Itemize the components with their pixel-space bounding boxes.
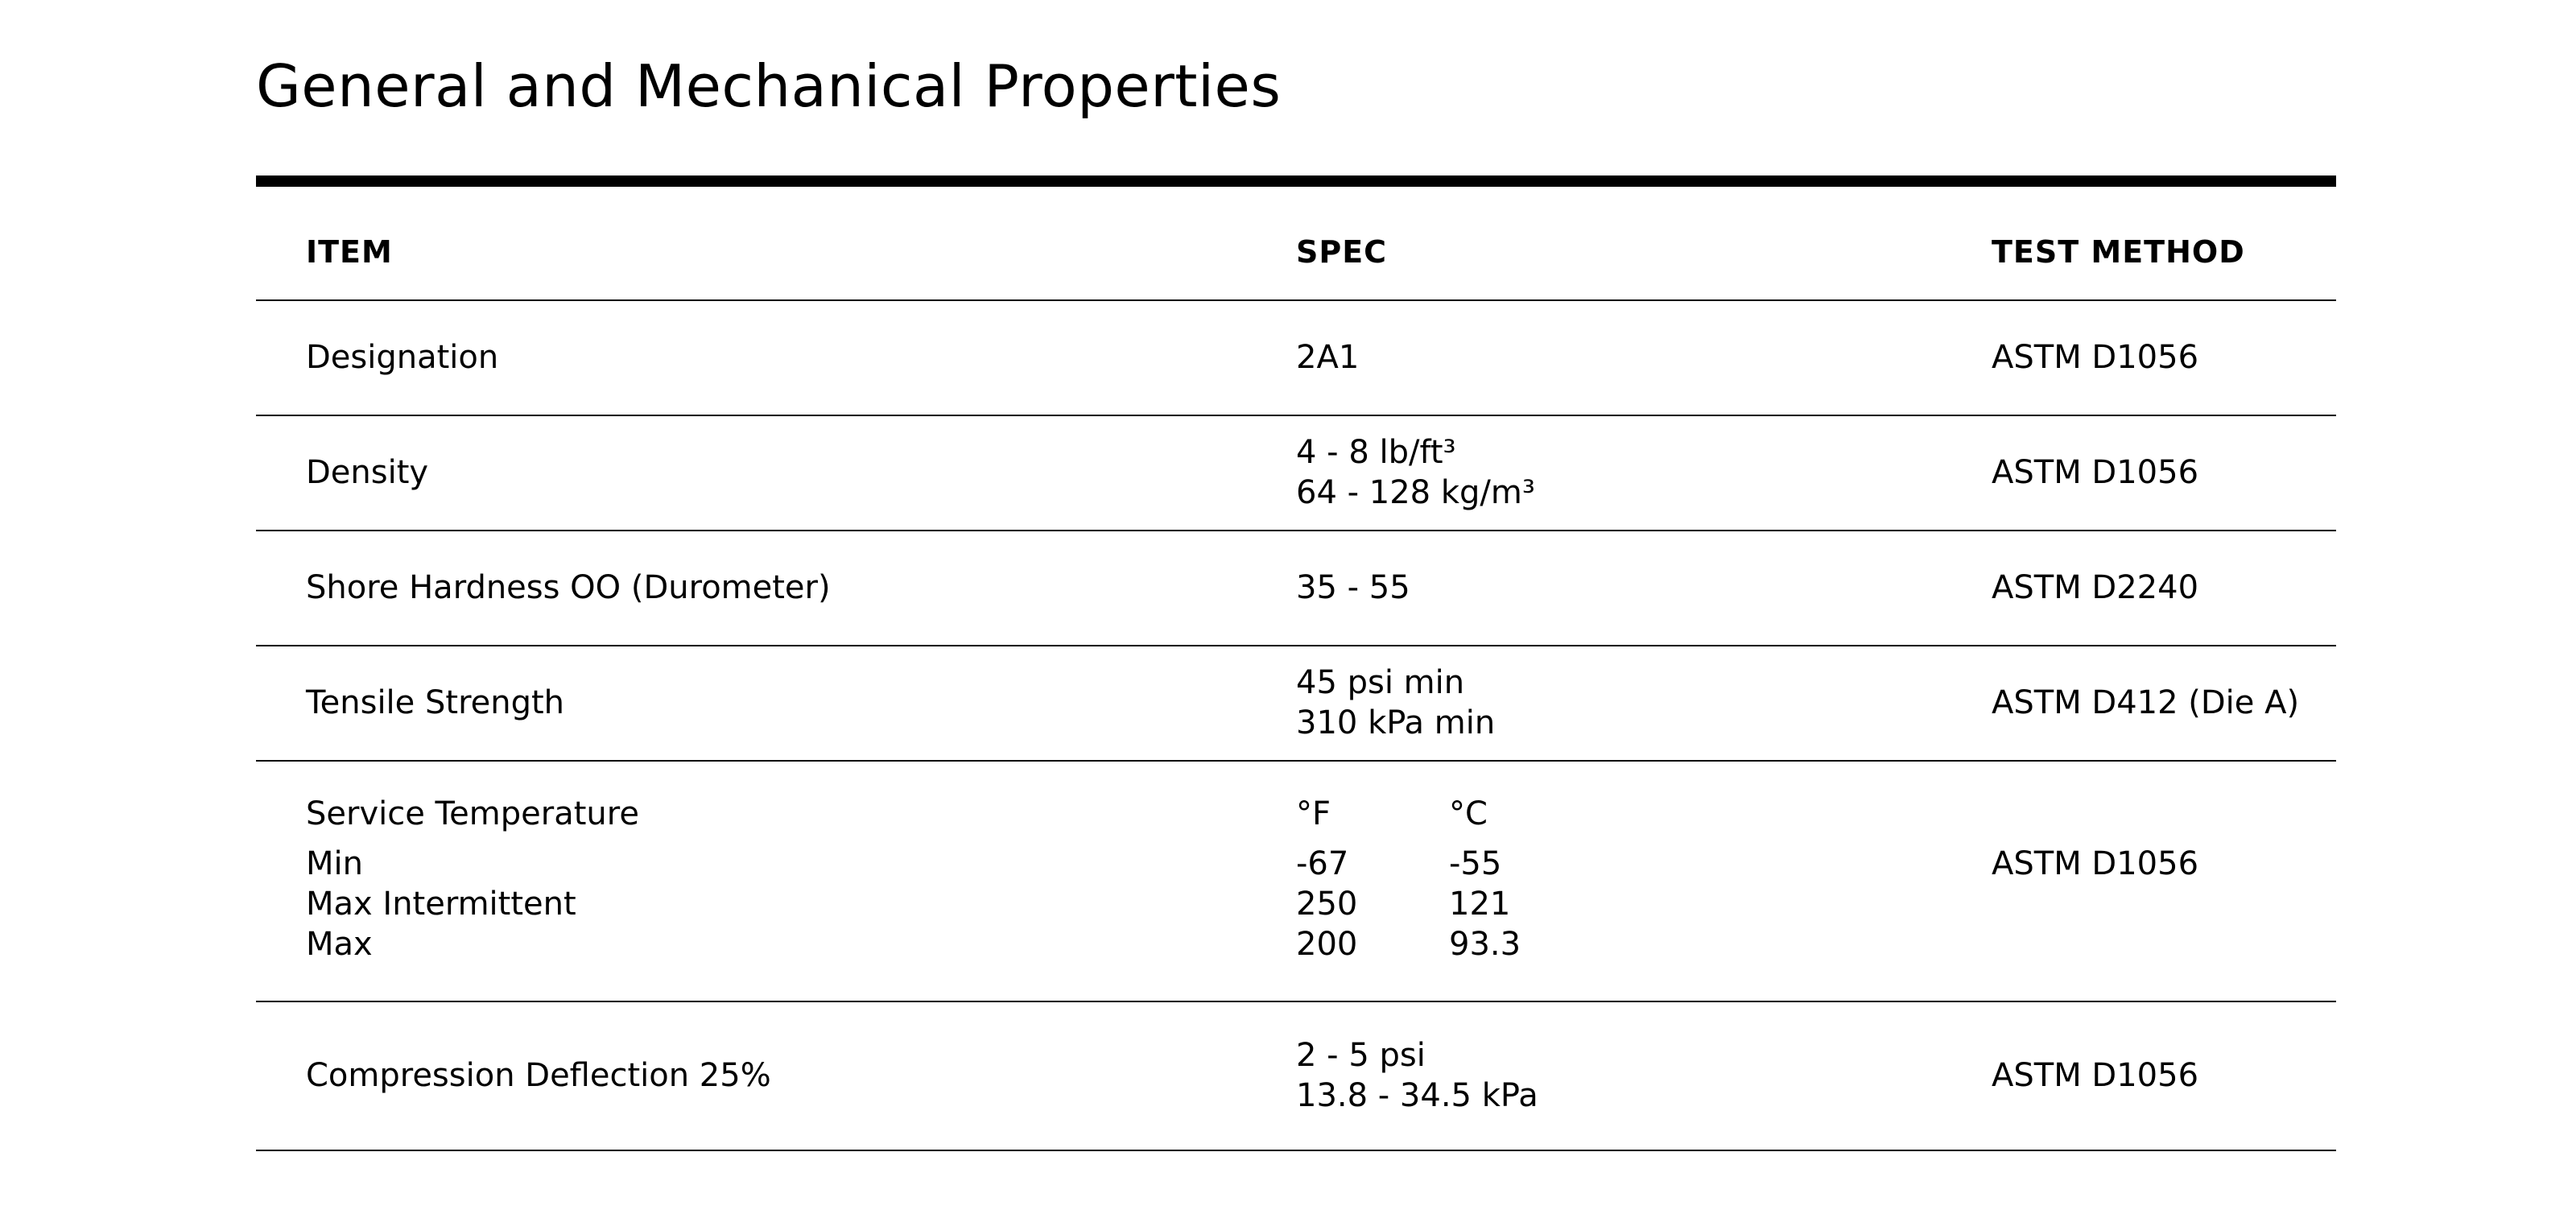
item-cell — [306, 794, 639, 964]
temp-max-intermittent-f: 250 — [1296, 886, 1358, 923]
test-method-cell: ASTM D1056 — [1992, 845, 2199, 882]
item-cell: Compression Deflection 25% — [306, 1057, 771, 1094]
temp-label-min: Min — [306, 845, 363, 882]
temp-label-max-intermittent: Max Intermittent — [306, 886, 576, 923]
table-row-density — [256, 416, 2336, 531]
spec-line-metric: 310 kPa min — [1296, 704, 1496, 741]
item-cell: Designation — [306, 339, 499, 376]
page-title: General and Mechanical Properties — [256, 52, 1282, 120]
table-row-shore-hardness — [256, 531, 2336, 646]
table-row-compression-deflection — [256, 1002, 2336, 1151]
table-row-designation — [256, 301, 2336, 416]
properties-table — [256, 175, 2336, 1151]
spec-line-imperial: 45 psi min — [1296, 664, 1465, 701]
test-method-cell: ASTM D1056 — [1992, 454, 2199, 491]
spec-cell — [1296, 1035, 1538, 1116]
test-method-cell: ASTM D1056 — [1992, 339, 2199, 376]
spec-cell — [1296, 568, 1410, 608]
column-header-spec: SPEC — [1296, 234, 1388, 270]
fahrenheit-column — [1296, 794, 1357, 964]
item-cell: Shore Hardness OO (Durometer) — [306, 569, 831, 606]
table-row-service-temperature — [256, 762, 2336, 1002]
spec-line-imperial: 4 - 8 lb/ft³ — [1296, 434, 1456, 471]
test-method-cell: ASTM D1056 — [1992, 1057, 2199, 1094]
temp-max-f: 200 — [1296, 926, 1358, 963]
temp-max-c: 93.3 — [1449, 926, 1521, 963]
fahrenheit-unit: °F — [1296, 795, 1331, 832]
temp-min-c: -55 — [1449, 845, 1502, 882]
table-top-rule — [256, 175, 2336, 187]
item-cell: Tensile Strength — [306, 684, 565, 721]
table-row-tensile-strength — [256, 646, 2336, 762]
spec-line: 2A1 — [1296, 339, 1360, 376]
spec-line-imperial: 2 - 5 psi — [1296, 1037, 1426, 1074]
spec-line-metric: 64 - 128 kg/m³ — [1296, 474, 1535, 511]
item-cell: Density — [306, 454, 429, 491]
column-header-item: ITEM — [306, 234, 393, 270]
temp-min-f: -67 — [1296, 845, 1349, 882]
test-method-cell: ASTM D412 (Die A) — [1992, 684, 2300, 721]
celsius-column — [1449, 794, 1521, 964]
service-temperature-label: Service Temperature — [306, 795, 639, 832]
spec-line-metric: 13.8 - 34.5 kPa — [1296, 1077, 1538, 1114]
celsius-unit: °C — [1449, 795, 1488, 832]
temp-max-intermittent-c: 121 — [1449, 886, 1511, 923]
spec-line: 35 - 55 — [1296, 569, 1410, 606]
temp-label-max: Max — [306, 926, 373, 963]
spec-cell — [1296, 432, 1535, 513]
column-header-test-method: TEST METHOD — [1992, 234, 2245, 270]
table-header-row — [256, 187, 2336, 301]
spec-cell — [1296, 337, 1359, 378]
spec-cell — [1296, 663, 1495, 743]
test-method-cell: ASTM D2240 — [1992, 569, 2199, 606]
